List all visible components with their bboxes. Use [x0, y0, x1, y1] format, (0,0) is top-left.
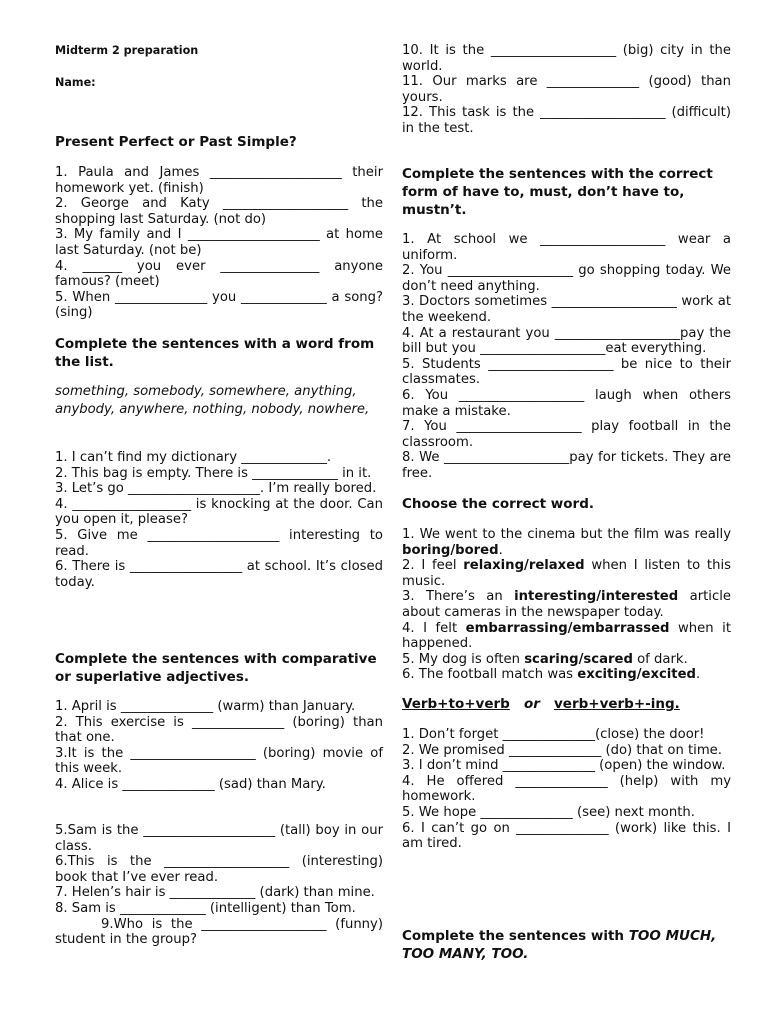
exercise-list-word-list [55, 450, 383, 590]
exercise-item: 4. At a restaurant you ___________________pay the bill but you ___________________eat everything. [402, 325, 731, 357]
exercise-item: 2. I feel relaxing/relaxed when I listen to this music. [402, 558, 731, 589]
word-choice: interesting/interested [514, 589, 679, 605]
exercise-item: 2. This bag is empty. There is _____________ in it. [55, 465, 372, 481]
exercise-item: 7. Helen’s hair is _____________ (dark) than mine. [55, 885, 375, 901]
document-title: Midterm 2 preparation [55, 44, 199, 57]
exercise-item: 6. You ___________________ laugh when others make a mistake. [402, 387, 731, 419]
exercise-item: 3. There’s an interesting/interested article about cameras in the newspaper today. [402, 589, 731, 620]
exercise-item: 5.Sam is the ____________________ (tall) boy in our class. [55, 823, 383, 854]
exercise-item: 4. Alice is ______________ (sad) than Mary. [55, 776, 326, 792]
exercise-item: 5. My dog is often scaring/scared of dark. [402, 651, 688, 667]
exercise-item: 12. This task is the ___________________ (difficult) in the test. [402, 105, 731, 136]
exercise-item: 6. I can’t go on ______________ (work) like this. I am tired. [402, 820, 731, 852]
exercise-item: 5. Students ___________________ be nice to their classmates. [402, 356, 731, 388]
exercise-item: 1. Paula and James ____________________ their homework yet. (finish) [55, 165, 383, 196]
section-heading-word-list: Complete the sentences with a word from the list. [55, 336, 375, 370]
exercise-item: 9.Who is the ___________________ (funny) student in the group? [55, 916, 383, 948]
word-choice: exciting/excited [577, 667, 696, 683]
word-choice: scaring/scared [524, 651, 633, 667]
section-heading-verb-patterns: Verb+to+verb or verb+verb+-ing. [402, 696, 680, 712]
exercise-item: 1. Don’t forget ______________(close) the door! [402, 727, 705, 742]
name-label: Name: [55, 76, 96, 89]
exercise-list-comparatives-2 [55, 823, 383, 948]
exercise-list-comparatives [55, 699, 383, 793]
exercise-item: 3. My family and I ____________________ at home last Saturday. (not be) [55, 227, 383, 258]
exercise-item: 2. This exercise is ______________ (boring) than that one. [55, 714, 383, 746]
word-list: something, somebody, somewhere, anything, anybody, anywhere, nothing, nobody, nowhere, [55, 384, 370, 417]
word-choice: embarrassing/embarrassed [465, 620, 670, 636]
exercise-item: 2. We promised ______________ (do) that on time. [402, 742, 722, 758]
exercise-item: 3. Doctors sometimes ___________________ work at the weekend. [402, 294, 731, 325]
exercise-item: 1. April is ______________ (warm) than January. [55, 699, 356, 714]
exercise-item: 6. The football match was exciting/excited. [402, 667, 701, 683]
exercise-item: 4. ______ you ever _______________ anyone famous? (meet) [55, 258, 383, 290]
exercise-list-comparatives-continued [402, 43, 731, 137]
exercise-item: 4. I felt embarrassing/embarrassed when it happened. [402, 620, 731, 652]
exercise-item: 3.It is the ___________________ (boring) movie of this week. [55, 745, 383, 777]
section-heading-correct-word: Choose the correct word. [402, 496, 594, 512]
exercise-item: 1. I can’t find my dictionary _____________. [55, 450, 332, 465]
exercise-item: 3. Let’s go ____________________. I’m really bored. [55, 481, 377, 497]
exercise-item: 10. It is the ___________________ (big) city in the world. [402, 43, 731, 74]
exercise-item: 3. I don’t mind ______________ (open) the window. [402, 758, 726, 774]
exercise-item: 1. We went to the cinema but the film was really boring/bored. [402, 527, 731, 558]
word-choice: relaxing/relaxed [463, 558, 585, 574]
exercise-item: 5. We hope ______________ (see) next month. [402, 804, 695, 820]
word-choice: boring/bored [402, 542, 499, 558]
section-heading-modals: Complete the sentences with the correct form of have to, must, don’t have to, mustn’t. [402, 166, 713, 218]
exercise-item: 8. We ___________________pay for tickets. They are free. [402, 450, 731, 481]
exercise-item: 8. Sam is _____________ (intelligent) than Tom. [55, 900, 356, 916]
exercise-item: 2. You ___________________ go shopping today. We don’t need anything. [402, 263, 731, 294]
exercise-item: 7. You ___________________ play football in the classroom. [402, 419, 731, 450]
exercise-item: 6. There is _________________ at school. It’s closed today. [55, 559, 383, 590]
exercise-item: 2. George and Katy ___________________ the shopping last Saturday. (not do) [55, 196, 383, 227]
exercise-list-present-perfect [55, 165, 383, 321]
exercise-item: 1. At school we ___________________ wear a uniform. [402, 232, 731, 263]
exercise-list-verb-patterns [402, 727, 731, 852]
exercise-list-modals [402, 232, 731, 482]
section-heading-comparatives: Complete the sentences with comparative or superlative adjectives. [55, 651, 377, 685]
exercise-item: 11. Our marks are ______________ (good) than yours. [402, 74, 731, 105]
exercise-item: 6.This is the ___________________ (interesting) book that I’ve ever read. [55, 854, 383, 885]
exercise-list-correct-word [402, 527, 731, 683]
exercise-item: 5. When ______________ you _____________ a song? (sing) [55, 289, 383, 321]
exercise-item: 4. He offered ______________ (help) with my homework. [402, 773, 731, 805]
exercise-item: 5. Give me ____________________ interesting to read. [55, 527, 383, 559]
section-heading-present-perfect: Present Perfect or Past Simple? [55, 134, 297, 150]
exercise-item: 4. __________________ is knocking at the door. Can you open it, please? [55, 496, 383, 528]
section-heading-too-much: Complete the sentences with TOO MUCH, TOO MANY, TOO. [402, 928, 717, 962]
